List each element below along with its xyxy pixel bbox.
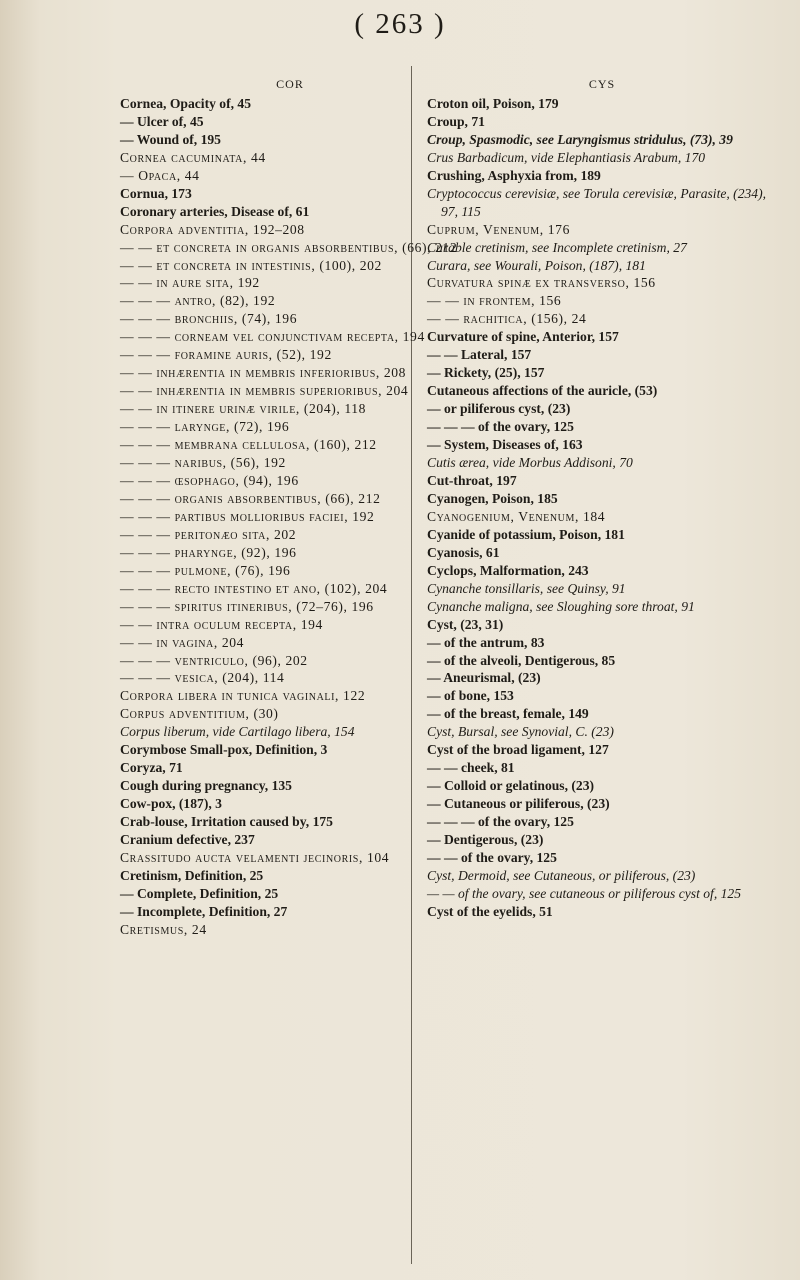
index-entry: Cranium defective, 237	[120, 832, 255, 848]
index-entry: — — — vesica, (204), 114	[120, 670, 285, 686]
index-entry: Cut-throat, 197	[427, 472, 517, 488]
index-entry: Corpus adventitium, (30)	[120, 706, 279, 722]
index-entry: — of the alveoli, Dentigerous, 85	[427, 652, 616, 668]
index-entry: — — — œsophago, (94), 196	[120, 472, 299, 488]
index-entry: — — — corneam vel conjunctivam recepta, 194	[120, 329, 425, 345]
index-entry: — or piliferous cyst, (23)	[427, 401, 571, 417]
index-entry: — — — peritonæo sita, 202	[120, 526, 297, 542]
index-entry: — — — organis absorbentibus, (66), 212	[120, 490, 381, 506]
index-entry: Cyst, Bursal, see Synovial, C. (23)	[427, 724, 614, 740]
index-entry: Croup, Spasmodic, see Laryngismus stridulus, (73), 39	[427, 131, 733, 147]
index-entry: Cyanosis, 61	[427, 544, 500, 560]
index-entry: — — — pharynge, (92), 196	[120, 544, 297, 560]
index-entry: — — — antro, (82), 192	[120, 293, 276, 309]
index-entry: Cutis ærea, vide Morbus Addisoni, 70	[427, 455, 633, 471]
index-entry: Curable cretinism, see Incomplete cretinism, 27	[427, 239, 687, 255]
index-entry: — — intra oculum recepta, 194	[120, 616, 323, 632]
index-entry: Cyst, (23, 31)	[427, 616, 504, 632]
index-entry: — — — pulmone, (76), 196	[120, 562, 291, 578]
index-entry: — — Lateral, 157	[427, 347, 532, 363]
index-entry: Cuprum, Venenum, 176	[427, 221, 570, 237]
index-entry: Crab-louse, Irritation caused by, 175	[120, 814, 333, 830]
index-entry: Cow-pox, (187), 3	[120, 796, 222, 812]
index-entry: — — — of the ovary, 125	[427, 814, 574, 830]
right-column	[427, 76, 777, 921]
right-column-header: CYS	[588, 77, 616, 91]
index-entry: Cynanche maligna, see Sloughing sore throat, 91	[427, 598, 695, 614]
index-entry: — Ulcer of, 45	[120, 113, 204, 129]
index-entry: — — — of the ovary, 125	[427, 419, 574, 435]
page-number: ( 263 )	[354, 8, 446, 40]
right-entries	[427, 95, 777, 921]
index-entry: — — in vagina, 204	[120, 634, 245, 650]
index-entry: — of the breast, female, 149	[427, 706, 589, 722]
index-entry: — Aneurismal, (23)	[427, 670, 541, 686]
index-entry: Crassitudo aucta velamenti jecinoris, 104	[120, 849, 390, 865]
index-entry: Cyst, Dermoid, see Cutaneous, or piliferous, (23)	[427, 867, 696, 883]
index-entry: — — inhærentia in membris inferioribus, 208	[120, 365, 407, 381]
index-entry: Corymbose Small-pox, Definition, 3	[120, 742, 328, 758]
index-entry: Curvature of spine, Anterior, 157	[427, 329, 619, 345]
index-entry: Cyanogenium, Venenum, 184	[427, 508, 606, 524]
index-entry: — — et concreta in organis absorbentibus, (66), 212	[120, 239, 458, 255]
index-entry: Cretinism, Definition, 25	[120, 867, 264, 883]
index-entry: Coronary arteries, Disease of, 61	[120, 203, 310, 219]
index-entry: — — inhærentia in membris superioribus, 204	[120, 383, 409, 399]
index-entry: — — — partibus mollioribus faciei, 192	[120, 508, 375, 524]
index-entry: Cornea cacuminata, 44	[120, 149, 266, 165]
index-entry: Corpora libera in tunica vaginali, 122	[120, 688, 366, 704]
index-entry: Cryptococcus cerevisiæ, see Torula cerevisiæ, Parasite, (234), 97, 115	[427, 185, 767, 219]
index-entry: Croton oil, Poison, 179	[427, 95, 559, 111]
index-entry: — — in itinere urinæ virile, (204), 118	[120, 401, 367, 417]
index-entry: Croup, 71	[427, 113, 485, 129]
index-entry: — — rachitica, (156), 24	[427, 311, 587, 327]
index-entry: — — — ventriculo, (96), 202	[120, 652, 308, 668]
left-column-header: COR	[276, 77, 304, 91]
index-entry: — — cheek, 81	[427, 760, 515, 776]
index-entry: Cynanche tonsillaris, see Quinsy, 91	[427, 580, 626, 596]
index-entry: Curvatura spinæ ex transverso, 156	[427, 275, 656, 291]
index-entry: — — — naribus, (56), 192	[120, 455, 286, 471]
index-entry: — System, Diseases of, 163	[427, 437, 583, 453]
index-entry: — — in aure sita, 192	[120, 275, 260, 291]
index-entry: Cyclops, Malformation, 243	[427, 562, 589, 578]
index-entry: — — et concreta in intestinis, (100), 202	[120, 257, 382, 273]
index-entry: — of bone, 153	[427, 688, 514, 704]
left-column	[120, 76, 460, 939]
index-entry: — — in frontem, 156	[427, 293, 562, 309]
index-entry: Cornua, 173	[120, 185, 192, 201]
index-entry: — Incomplete, Definition, 27	[120, 903, 288, 919]
index-entry: — Rickety, (25), 157	[427, 365, 545, 381]
index-entry: — — — larynge, (72), 196	[120, 419, 290, 435]
index-entry: Cyanide of potassium, Poison, 181	[427, 526, 625, 542]
index-entry: — — — membrana cellulosa, (160), 212	[120, 437, 377, 453]
index-entry: Cyst of the broad ligament, 127	[427, 742, 609, 758]
left-entries	[120, 95, 460, 939]
index-entry: Crus Barbadicum, vide Elephantiasis Arabum, 170	[427, 149, 706, 165]
index-entry: Corpus liberum, vide Cartilago libera, 154	[120, 724, 355, 740]
index-entry: — — — recto intestino et ano, (102), 204	[120, 580, 388, 596]
index-entry: Cyst of the eyelids, 51	[427, 903, 553, 919]
index-entry: Curara, see Wourali, Poison, (187), 181	[427, 257, 646, 273]
index-entry: Corpora adventitia, 192–208	[120, 221, 305, 237]
index-entry: Coryza, 71	[120, 760, 183, 776]
index-entry: Cretismus, 24	[120, 921, 207, 937]
index-entry: — — of the ovary, 125	[427, 849, 557, 865]
index-entry: Cutaneous affections of the auricle, (53)	[427, 383, 658, 399]
index-entry: — Colloid or gelatinous, (23)	[427, 778, 595, 794]
index-entry: — — of the ovary, see cutaneous or piliferous cyst of, 125	[427, 885, 742, 901]
index-entry: Cyanogen, Poison, 185	[427, 490, 558, 506]
index-entry: — — — bronchiis, (74), 196	[120, 311, 298, 327]
index-entry: Crushing, Asphyxia from, 189	[427, 167, 601, 183]
index-entry: — of the antrum, 83	[427, 634, 545, 650]
index-entry: — — — spiritus itineribus, (72–76), 196	[120, 598, 374, 614]
index-entry: — Cutaneous or piliferous, (23)	[427, 796, 610, 812]
index-entry: — Dentigerous, (23)	[427, 832, 544, 848]
index-entry: Cornea, Opacity of, 45	[120, 95, 252, 111]
index-entry: Cough during pregnancy, 135	[120, 778, 292, 794]
index-entry: — Opaca, 44	[120, 167, 200, 183]
index-entry: — Wound of, 195	[120, 131, 221, 147]
index-entry: — Complete, Definition, 25	[120, 885, 279, 901]
index-entry: — — — foramine auris, (52), 192	[120, 347, 332, 363]
